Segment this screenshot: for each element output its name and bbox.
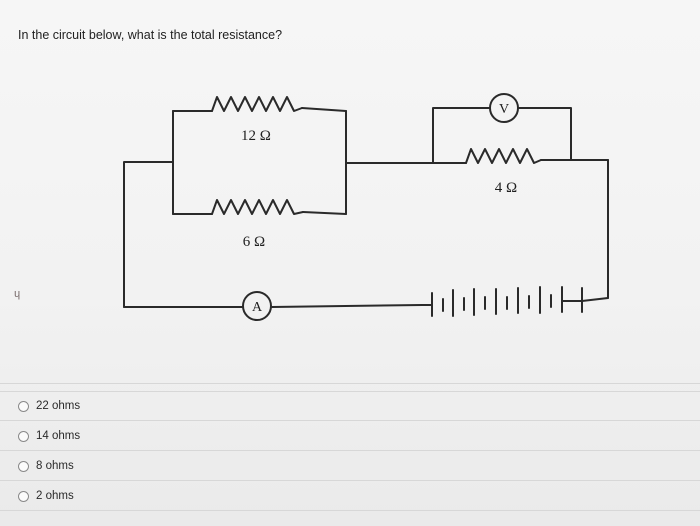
option-8-ohms[interactable]	[18, 456, 74, 476]
wire-voltmeter-left	[433, 108, 489, 163]
side-mark: ɥ	[14, 288, 21, 300]
divider-1	[0, 383, 700, 384]
option-label: 8 ohms	[36, 460, 74, 472]
wire-bottom-right	[582, 298, 608, 301]
divider-3	[0, 420, 700, 421]
option-22-ohms[interactable]	[18, 396, 80, 416]
resistor-4-zigzag	[466, 149, 541, 163]
option-2-ohms[interactable]	[18, 486, 74, 506]
divider-2	[0, 391, 700, 392]
label-4-ohm: 4 Ω	[494, 180, 518, 196]
voltmeter-label: V	[498, 102, 510, 117]
option-14-ohms[interactable]	[18, 426, 80, 446]
divider-5	[0, 480, 700, 481]
radio-button[interactable]	[18, 461, 29, 472]
resistor-6-zigzag	[212, 200, 303, 214]
option-label: 14 ohms	[36, 430, 81, 442]
option-label: 22 ohms	[36, 400, 81, 412]
divider-4	[0, 450, 700, 451]
option-label: 2 ohms	[36, 490, 74, 502]
wire-bottom-mid	[272, 305, 422, 307]
battery	[422, 287, 582, 316]
wire-6-right	[303, 212, 346, 214]
label-12-ohm: 12 Ω	[241, 128, 271, 144]
wire-voltmeter-right	[519, 108, 571, 160]
wire-left-vertical	[124, 162, 173, 307]
radio-button[interactable]	[18, 491, 29, 502]
divider-6	[0, 510, 700, 511]
radio-button[interactable]	[18, 401, 29, 412]
label-6-ohm: 6 Ω	[242, 234, 266, 250]
wire-12-right	[302, 108, 346, 111]
resistor-12-zigzag	[212, 97, 302, 111]
question-text: In the circuit below, what is the total resistance?	[18, 28, 283, 42]
radio-button[interactable]	[18, 431, 29, 442]
ammeter-label: A	[251, 300, 263, 315]
